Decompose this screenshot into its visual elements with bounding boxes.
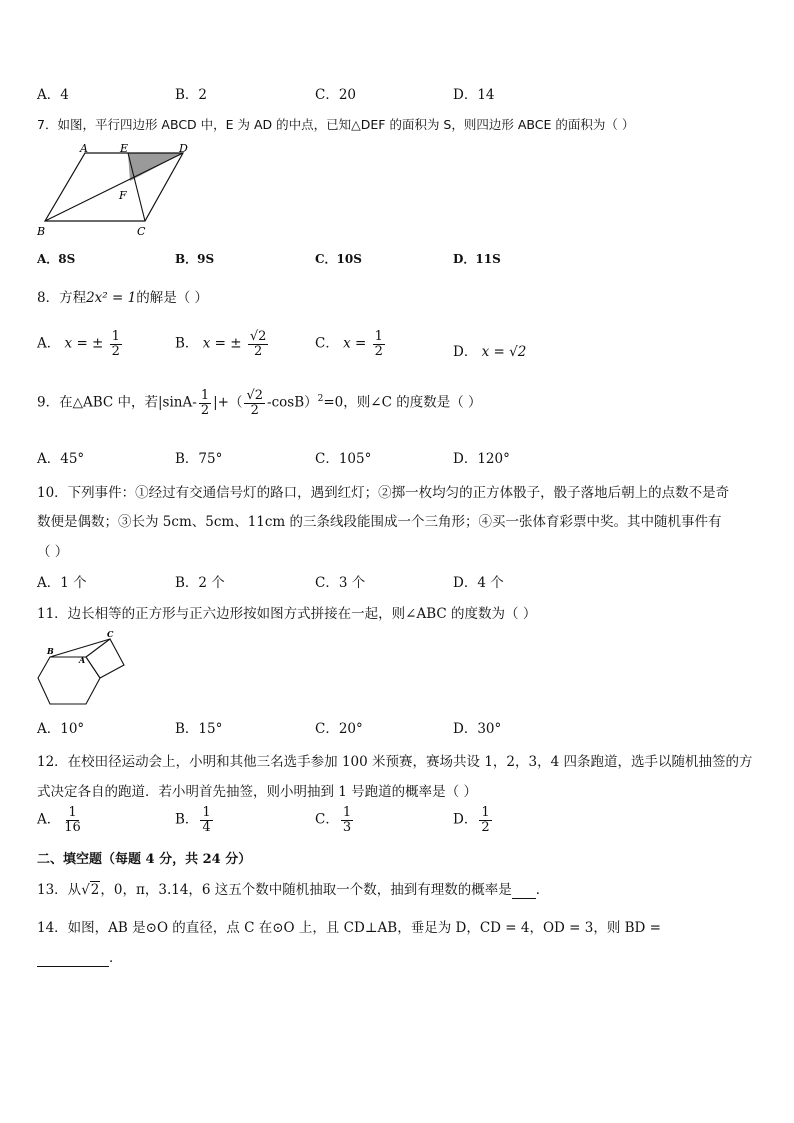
q7-label-e: E	[120, 143, 129, 155]
q12-option-d	[453, 806, 494, 834]
q13-part-1: 13．从	[37, 882, 82, 898]
q12-option-a-num: 1	[68, 805, 77, 820]
q9-part-4: =0，则∠C 的度数是（ ）	[323, 394, 482, 411]
q8-option-d	[453, 340, 526, 360]
q10-option-b: B．2 个	[175, 575, 225, 591]
q7-parallelogram-figure	[33, 143, 203, 238]
q12-options	[37, 806, 757, 844]
q9-fraction-1-den: 2	[200, 402, 210, 418]
q8-option-c-num: 1	[374, 329, 383, 344]
q7-segment-bd	[45, 153, 183, 221]
q8-option-b-den: 2	[253, 343, 263, 359]
q8-option-d-expr: x = √2	[481, 344, 527, 360]
q12-option-a-den: 16	[64, 819, 81, 835]
q13-answer-blank[interactable]	[512, 882, 536, 899]
q10-option-a: A．1 个	[37, 575, 87, 591]
q11-options	[37, 717, 757, 737]
q10-options	[37, 571, 757, 591]
q8-stem-prefix: 8．方程	[37, 290, 87, 306]
q12-line-1: 12．在校田径运动会上，小明和其他三名选手参加 100 米预赛，赛场共设 1，2，3，4 四条跑道，选手以随机抽签的方	[37, 754, 753, 770]
q7-label-c: C	[137, 225, 146, 238]
q8-equation: 2x² = 1	[86, 290, 137, 306]
q8-option-b-num: √2	[249, 329, 267, 344]
q8-option-b-label: B．	[175, 335, 199, 352]
q9-fraction-2-den: 2	[250, 402, 259, 418]
q6-option-c: C．20	[315, 87, 357, 103]
q12-option-c	[315, 806, 355, 834]
q7-option-d: D．11S	[453, 252, 501, 266]
q12-option-b-fraction	[200, 806, 212, 834]
q12-option-b-label: B．	[175, 811, 199, 828]
q11-option-c: C．20°	[315, 721, 363, 737]
q7-option-a: A．8S	[37, 252, 76, 266]
q8-option-b-expr: x = ±	[202, 335, 242, 352]
q9-options	[37, 447, 757, 467]
q9-option-b: B．75°	[175, 451, 223, 467]
q11-option-a: A．10°	[37, 721, 85, 737]
q11-stem: 11．边长相等的正方形与正六边形按如图方式拼接在一起，则∠ABC 的度数为（ ）	[37, 606, 537, 622]
q7-option-c: C．10S	[315, 252, 362, 266]
q6-option-b: B．2	[175, 87, 208, 103]
q7-options	[37, 250, 757, 270]
q13-part-2: ，0，π，3.14，6 这五个数中随机抽取一个数，抽到有理数的概率是	[100, 882, 512, 898]
q14-line-2	[37, 946, 123, 967]
q9-option-c: C．105°	[315, 451, 372, 467]
q9-fraction-2-num: √2	[246, 388, 264, 403]
q12-option-c-label: C．	[315, 811, 339, 828]
q14-line-1: 14．如图，AB 是⊙O 的直径，点 C 在⊙O 上，且 CD⊥AB，垂足为 D，CD = 4，OD = 3，则 BD =	[37, 920, 661, 936]
q8-option-a-label: A．	[37, 335, 61, 352]
q6-options	[37, 83, 757, 103]
q10-line-2: 数便是偶数；③长为 5cm、5cm、11cm 的三条线段能围成一个三角形；④买一张体育彩票中奖。其中随机事件有	[37, 514, 722, 530]
q11-option-d: D．30°	[453, 721, 502, 737]
q8-option-b	[175, 330, 270, 358]
q11-label-a: A	[79, 655, 86, 665]
q7-stem: 7．如图，平行四边形 ABCD 中，E 为 AD 的中点，已知△DEF 的面积为 S，则四边形 ABCE 的面积为（ ）	[37, 117, 635, 132]
q8-option-d-label: D．	[453, 344, 478, 360]
q12-option-b-num: 1	[202, 805, 211, 820]
q8-options	[37, 326, 757, 368]
q12-option-a-fraction	[62, 806, 83, 834]
q8-option-c-den: 2	[374, 343, 383, 359]
q12-option-c-fraction	[341, 806, 353, 834]
q12-option-c-num: 1	[342, 805, 352, 820]
q9-part-3: -cosB）	[267, 394, 318, 411]
section-2-heading: 二、填空题（每题 4 分，共 24 分）	[37, 852, 252, 867]
q7-label-f: F	[119, 189, 127, 202]
q9-part-2: |+（	[213, 394, 243, 411]
q13-stem	[37, 878, 549, 899]
q8-stem-suffix: 的解是（ ）	[136, 290, 208, 306]
q12-line-2: 式决定各自的跑道．若小明首先抽签，则小明抽到 1 号跑道的概率是（ ）	[37, 784, 477, 800]
q12-option-d-label: D．	[453, 811, 478, 828]
q6-option-a: A．4	[37, 87, 69, 103]
q12-option-d-fraction	[479, 806, 491, 834]
q11-label-c: C	[107, 629, 114, 639]
q6-option-d: D．14	[453, 87, 495, 103]
q9-option-a: A．45°	[37, 451, 85, 467]
q12-option-d-den: 2	[481, 819, 490, 835]
q7-option-b: B．9S	[175, 252, 215, 266]
q9-option-d: D．120°	[453, 451, 510, 467]
q10-option-c: C．3 个	[315, 575, 366, 591]
q8-stem	[37, 286, 208, 306]
q8-option-c-expr: x =	[343, 335, 367, 352]
q12-option-a-label: A．	[37, 811, 61, 828]
q11-label-b: B	[47, 646, 54, 656]
q8-option-a-fraction	[110, 330, 122, 358]
q14-part-end: ．	[109, 950, 123, 966]
q9-stem	[37, 389, 482, 417]
q10-line-1: 10．下列事件：①经过有交通信号灯的路口，遇到红灯；②掷一枚均匀的正方体骰子，骰子落地后朝上的点数不是奇	[37, 485, 730, 501]
q13-sqrt-2: √2	[81, 882, 100, 898]
q8-option-a	[37, 330, 124, 358]
q11-option-b: B．15°	[175, 721, 223, 737]
q8-option-a-den: 2	[111, 343, 120, 359]
q9-exponent: 2	[317, 394, 324, 405]
q7-label-b: B	[37, 225, 46, 238]
q10-line-3: （ ）	[37, 544, 69, 560]
q8-option-c	[315, 330, 387, 358]
q8-option-a-expr: x = ±	[64, 335, 104, 352]
q8-option-b-fraction	[248, 330, 269, 358]
q9-fraction-2	[244, 389, 265, 417]
q7-label-d: D	[179, 143, 188, 155]
q11-square-hexagon-figure	[36, 628, 132, 710]
q12-option-b-den: 4	[202, 819, 211, 835]
q8-option-c-label: C．	[315, 335, 339, 352]
q10-option-d: D．4 个	[453, 575, 504, 591]
q12-option-a	[37, 806, 85, 834]
q8-option-c-fraction	[373, 330, 385, 358]
q7-label-a: A	[80, 143, 88, 155]
q14-answer-blank[interactable]	[37, 950, 109, 967]
q13-part-end: ．	[535, 882, 550, 898]
q9-fraction-1-num: 1	[200, 388, 210, 403]
q8-option-a-num: 1	[111, 329, 120, 344]
q12-option-c-den: 3	[342, 819, 352, 835]
q9-part-1: 9．在△ABC 中，若|sinA-	[37, 394, 197, 411]
q12-option-d-num: 1	[481, 805, 490, 820]
q9-fraction-1	[199, 389, 211, 417]
q12-option-b	[175, 806, 215, 834]
